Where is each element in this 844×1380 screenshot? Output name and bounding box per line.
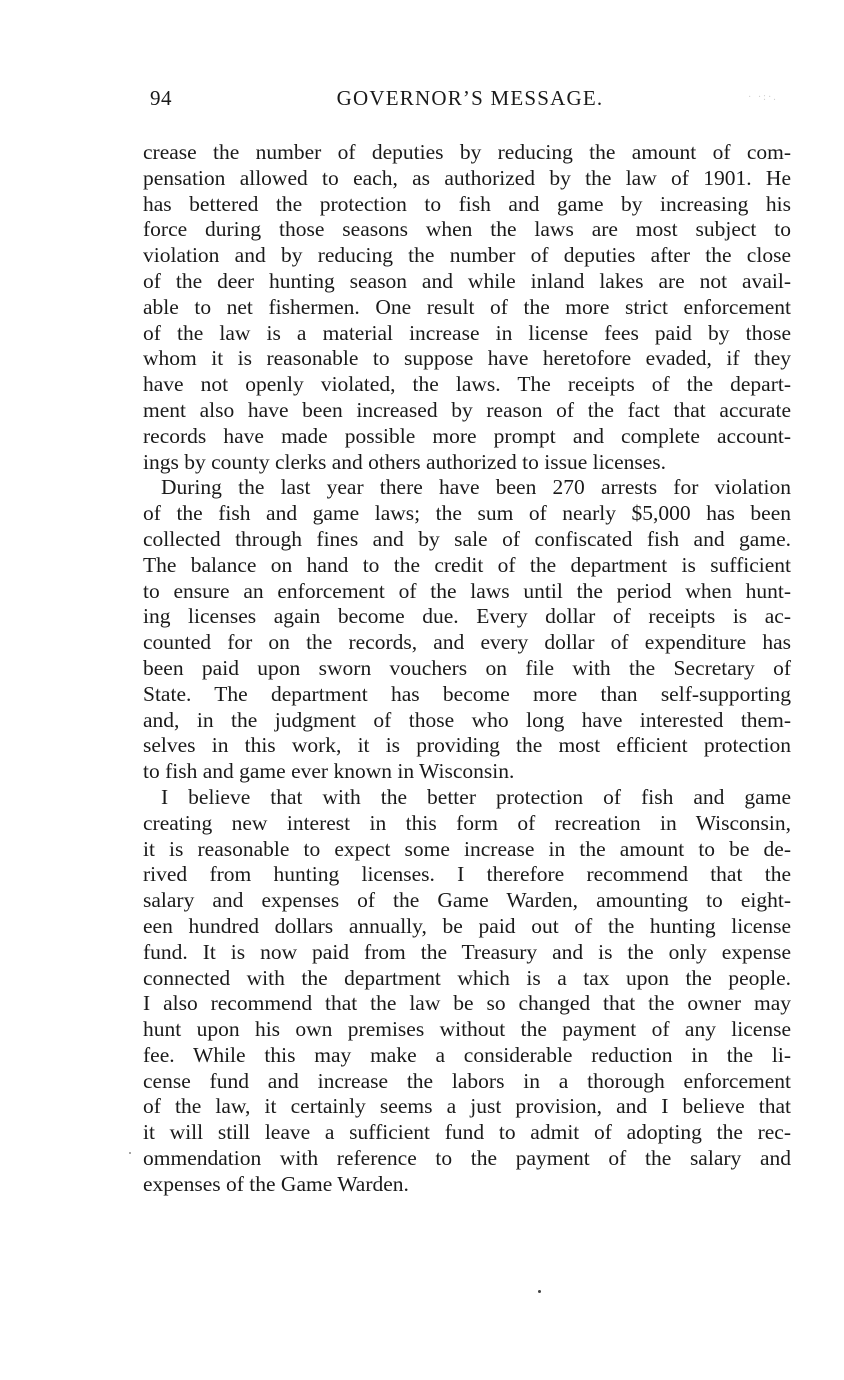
- text-line: of the law is a material increase in license fees paid by those: [143, 320, 791, 345]
- text-line: ing licenses again become due. Every dollar of receipts is ac-: [143, 604, 791, 629]
- text-line: cense fund and increase the labors in a thorough enforcement: [143, 1068, 791, 1093]
- print-smudge: · ·:·.: [748, 92, 778, 103]
- text-line: The balance on hand to the credit of the department is sufficient: [143, 552, 791, 577]
- text-line: crease the number of deputies by reducing the amount of com-: [143, 140, 791, 164]
- text-line: ings by county clerks and others authorized to issue licenses.: [143, 449, 667, 474]
- page-title: GOVERNOR’S MESSAGE.: [336, 86, 604, 110]
- text-line: have not openly violated, the laws. The receipts of the depart-: [143, 372, 791, 397]
- text-line: pensation allowed to each, as authorized by the law of 1901. He: [143, 165, 791, 190]
- text-line: of the deer hunting season and while inland lakes are not avail-: [143, 268, 791, 293]
- text-line: connected with the department which is a tax upon the people.: [143, 965, 791, 990]
- text-line: records have made possible more prompt and complete account-: [143, 423, 791, 448]
- text-line: collected through fines and by sale of confiscated fish and game.: [143, 526, 791, 551]
- text-line: fee. While this may make a considerable reduction in the li-: [143, 1042, 791, 1067]
- ink-speck: [129, 1152, 131, 1154]
- text-line: State. The department has become more than self-supporting: [143, 681, 791, 706]
- text-line: has bettered the protection to fish and game by increasing his: [143, 191, 791, 216]
- text-line: of the fish and game laws; the sum of nearly $5,000 has been: [143, 501, 791, 526]
- text-line: to ensure an enforcement of the laws until the period when hunt-: [143, 578, 791, 603]
- text-line: salary and expenses of the Game Warden, amounting to eight-: [143, 888, 791, 913]
- text-line: it will still leave a sufficient fund to admit of adopting the rec-: [143, 1120, 791, 1145]
- text-line: creating new interest in this form of recreation in Wisconsin,: [143, 810, 791, 835]
- running-head: [150, 86, 790, 116]
- text-line: and, in the judgment of those who long have interested them-: [143, 707, 791, 732]
- text-line: ment also have been increased by reason of the fact that accurate: [143, 397, 791, 422]
- text-line: it is reasonable to expect some increase in the amount to be de-: [143, 836, 791, 861]
- text-line: een hundred dollars annually, be paid out of the hunting license: [143, 913, 791, 938]
- text-line: ommendation with reference to the payment of the salary and: [143, 1146, 791, 1171]
- text-line: expenses of the Game Warden.: [143, 1171, 409, 1196]
- text-line: counted for on the records, and every dollar of expenditure has: [143, 630, 791, 655]
- text-line: force during those seasons when the laws are most subject to: [143, 217, 791, 242]
- paragraph-3: [143, 785, 791, 1198]
- body-text: [143, 140, 791, 1198]
- page-number: 94: [150, 86, 172, 110]
- text-line: hunt upon his own premises without the payment of any license: [143, 1017, 791, 1042]
- text-line: to fish and game ever known in Wisconsin.: [143, 759, 515, 784]
- paragraph-1: [143, 140, 791, 475]
- ink-speck: [538, 1290, 541, 1293]
- text-line: whom it is reasonable to suppose have heretofore evaded, if they: [143, 346, 791, 371]
- text-line: During the last year there have been 270 arrests for violation: [161, 475, 791, 500]
- text-line: rived from hunting licenses. I therefore recommend that the: [143, 862, 791, 887]
- text-line: of the law, it certainly seems a just provision, and I believe that: [143, 1094, 791, 1119]
- text-line: I also recommend that the law be so changed that the owner may: [143, 991, 791, 1016]
- text-line: fund. It is now paid from the Treasury and is the only expense: [143, 939, 791, 964]
- paragraph-2: [143, 475, 791, 785]
- text-line: been paid upon sworn vouchers on file with the Secretary of: [143, 655, 791, 680]
- text-line: selves in this work, it is providing the most efficient protection: [143, 733, 791, 758]
- text-line: I believe that with the better protection of fish and game: [161, 784, 791, 809]
- text-line: violation and by reducing the number of deputies after the close: [143, 243, 791, 268]
- text-line: able to net fishermen. One result of the more strict enforcement: [143, 294, 791, 319]
